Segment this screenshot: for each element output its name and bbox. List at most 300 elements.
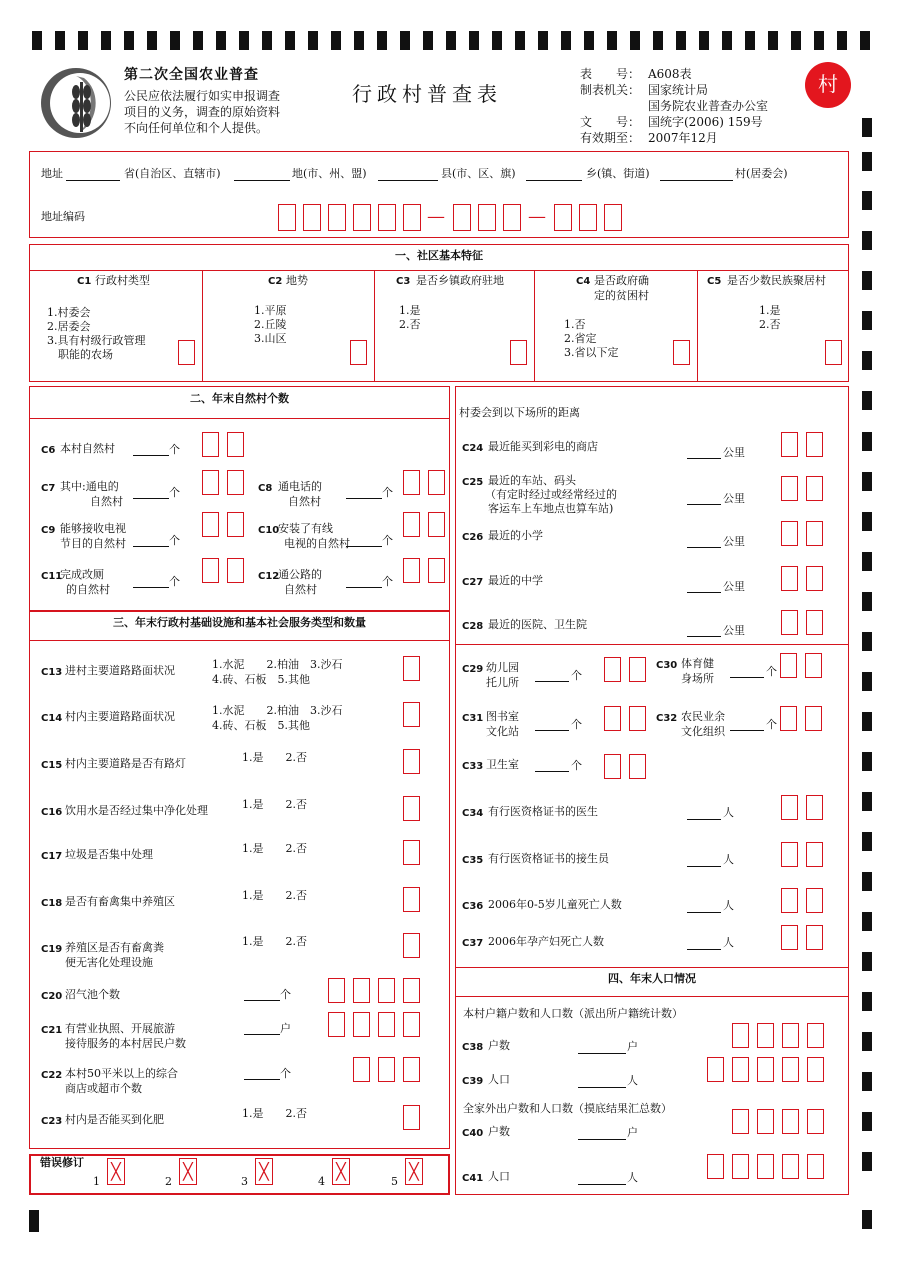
item-label: 2006年孕产妇死亡人数 bbox=[488, 935, 604, 948]
fill-line bbox=[244, 1034, 280, 1035]
unit: 人 bbox=[723, 806, 734, 819]
fill-line bbox=[133, 587, 169, 588]
notice-line-3: 不向任何单位和个人提供。 bbox=[124, 121, 269, 135]
count-cell[interactable] bbox=[378, 1057, 395, 1082]
unit: 个 bbox=[280, 1067, 291, 1080]
count-cell[interactable] bbox=[353, 1012, 370, 1037]
col-title: 行政村类型 bbox=[95, 274, 150, 287]
item-label: 户数 bbox=[488, 1039, 510, 1052]
count-cell[interactable] bbox=[732, 1023, 749, 1048]
unit: 户 bbox=[627, 1040, 638, 1053]
answer-box[interactable] bbox=[403, 749, 420, 774]
timing-mark bbox=[584, 31, 594, 50]
count-cell[interactable] bbox=[707, 1154, 724, 1179]
column-divider bbox=[374, 270, 375, 382]
item-label-2: 商店或超市个数 bbox=[65, 1082, 142, 1095]
errata-num: 4 bbox=[318, 1175, 325, 1188]
count-cell[interactable] bbox=[781, 610, 798, 635]
count-cell[interactable] bbox=[782, 1109, 799, 1134]
item-label: 农民业余 bbox=[681, 710, 725, 723]
col-title: 是否乡镇政府驻地 bbox=[416, 274, 504, 287]
errata-num: 1 bbox=[93, 1175, 100, 1188]
fill-line bbox=[346, 498, 382, 499]
timing-mark bbox=[676, 31, 686, 50]
count-cell[interactable] bbox=[403, 1057, 420, 1082]
option-text: 2.居委会 bbox=[47, 320, 91, 333]
count-cell[interactable] bbox=[227, 432, 244, 457]
count-cell[interactable] bbox=[403, 512, 420, 537]
errata-mark-box[interactable]: ╳ bbox=[179, 1158, 197, 1185]
item-label: 2006年0-5岁儿童死亡人数 bbox=[488, 898, 622, 911]
item-label: 饮用水是否经过集中净化处理 bbox=[65, 804, 208, 817]
fill-line bbox=[687, 547, 721, 548]
count-cell[interactable] bbox=[428, 470, 445, 495]
timing-mark bbox=[653, 31, 663, 50]
col-title-2: 定的贫困村 bbox=[594, 289, 649, 302]
section1-box bbox=[29, 244, 849, 382]
section3-title: 三、年末行政村基础设施和基本社会服务类型和数量 bbox=[113, 616, 366, 629]
item-label: 完成改厕 bbox=[60, 568, 104, 581]
village-badge bbox=[805, 62, 851, 108]
timing-mark bbox=[400, 31, 410, 50]
count-cell[interactable] bbox=[806, 842, 823, 867]
errata-mark-box[interactable]: ╳ bbox=[107, 1158, 125, 1185]
count-cell[interactable] bbox=[202, 558, 219, 583]
timing-mark bbox=[862, 792, 872, 811]
address-code-cell[interactable] bbox=[278, 204, 296, 231]
count-cell[interactable] bbox=[806, 925, 823, 950]
address-code-dash: — bbox=[427, 206, 445, 227]
col-title: 是否少数民族聚居村 bbox=[727, 274, 826, 287]
fill-line bbox=[687, 866, 721, 867]
item-code: C8 bbox=[258, 483, 273, 494]
count-cell[interactable] bbox=[604, 706, 621, 731]
count-cell[interactable] bbox=[781, 476, 798, 501]
answer-box[interactable] bbox=[350, 340, 367, 365]
count-cell[interactable] bbox=[807, 1023, 824, 1048]
address-code-label: 地址编码 bbox=[41, 210, 85, 223]
fill-line bbox=[730, 730, 764, 731]
timing-mark bbox=[862, 351, 872, 370]
unit: 公里 bbox=[723, 492, 745, 505]
timing-mark bbox=[561, 31, 571, 50]
count-cell[interactable] bbox=[732, 1057, 749, 1082]
count-cell[interactable] bbox=[781, 521, 798, 546]
option-text: 1.是 2.否 bbox=[242, 1107, 307, 1120]
timing-mark bbox=[862, 231, 872, 250]
item-label: 是否有畜禽集中养殖区 bbox=[65, 895, 175, 908]
col-code: C5 bbox=[707, 276, 722, 287]
errata-mark-box[interactable]: ╳ bbox=[332, 1158, 350, 1185]
item-label-3: 客运车上车地点也算车站) bbox=[488, 502, 614, 515]
count-cell[interactable] bbox=[202, 432, 219, 457]
timing-mark bbox=[837, 31, 847, 50]
fill-line bbox=[133, 498, 169, 499]
fill-line bbox=[535, 771, 569, 772]
answer-box[interactable] bbox=[178, 340, 195, 365]
errata-mark-box[interactable]: ╳ bbox=[405, 1158, 423, 1185]
item-label: 人口 bbox=[488, 1073, 510, 1086]
option-text: 2.丘陵 bbox=[254, 318, 287, 331]
address-part: 地址 bbox=[41, 167, 63, 180]
fill-line bbox=[133, 455, 169, 456]
timing-mark bbox=[862, 632, 872, 651]
count-cell[interactable] bbox=[202, 470, 219, 495]
item-label: 本村自然村 bbox=[60, 442, 115, 455]
item-code: C7 bbox=[41, 483, 56, 494]
section2-title: 二、年末自然村个数 bbox=[190, 392, 289, 405]
option-text: 1.否 bbox=[564, 318, 586, 331]
unit: 个 bbox=[571, 759, 582, 772]
item-code: C26 bbox=[462, 532, 484, 543]
answer-box[interactable] bbox=[403, 656, 420, 681]
item-label-2: 文化站 bbox=[486, 725, 519, 738]
fill-line bbox=[378, 180, 438, 181]
item-code: C40 bbox=[462, 1128, 484, 1139]
count-cell[interactable] bbox=[757, 1109, 774, 1134]
address-code-cell[interactable] bbox=[303, 204, 321, 231]
count-cell[interactable] bbox=[378, 1012, 395, 1037]
count-cell[interactable] bbox=[403, 1012, 420, 1037]
count-cell[interactable] bbox=[807, 1154, 824, 1179]
answer-box[interactable] bbox=[403, 702, 420, 727]
address-part: 省(自治区、直辖市) bbox=[124, 167, 221, 180]
count-cell[interactable] bbox=[805, 706, 822, 731]
item-code: C16 bbox=[41, 807, 63, 818]
count-cell[interactable] bbox=[807, 1057, 824, 1082]
item-label: 村内主要道路路面状况 bbox=[65, 710, 175, 723]
address-part: 村(居委会) bbox=[735, 167, 788, 180]
count-cell[interactable] bbox=[629, 754, 646, 779]
fill-line bbox=[660, 180, 733, 181]
item-code: C21 bbox=[41, 1025, 63, 1036]
count-cell[interactable] bbox=[781, 566, 798, 591]
col-title: 是否政府确 bbox=[594, 274, 649, 287]
unit: 户 bbox=[627, 1126, 638, 1139]
option-text: 1.是 2.否 bbox=[242, 842, 307, 855]
item-code: C18 bbox=[41, 898, 63, 909]
fill-line bbox=[66, 180, 120, 181]
timing-mark bbox=[32, 31, 42, 50]
address-code-cell[interactable] bbox=[403, 204, 421, 231]
item-code: C33 bbox=[462, 761, 484, 772]
count-cell[interactable] bbox=[604, 754, 621, 779]
timing-mark bbox=[331, 31, 341, 50]
timing-mark bbox=[147, 31, 157, 50]
count-cell[interactable] bbox=[806, 888, 823, 913]
fill-line bbox=[730, 677, 764, 678]
unit: 公里 bbox=[723, 535, 745, 548]
count-cell[interactable] bbox=[806, 795, 823, 820]
fill-line bbox=[687, 592, 721, 593]
count-cell[interactable] bbox=[353, 1057, 370, 1082]
option-text: 4.砖、石板 5.其他 bbox=[212, 673, 310, 686]
item-code: C9 bbox=[41, 525, 56, 536]
count-cell[interactable] bbox=[757, 1154, 774, 1179]
item-label: 其中:通电的 bbox=[60, 480, 119, 493]
errata-num: 2 bbox=[165, 1175, 172, 1188]
col-code: C1 bbox=[77, 276, 92, 287]
item-label: 有行医资格证书的医生 bbox=[488, 805, 598, 818]
timing-mark bbox=[862, 271, 872, 290]
item-label-2: 的自然村 bbox=[66, 583, 110, 596]
timing-mark bbox=[722, 31, 732, 50]
unit: 个 bbox=[382, 486, 393, 499]
count-cell[interactable] bbox=[781, 888, 798, 913]
count-cell[interactable] bbox=[781, 432, 798, 457]
answer-box[interactable] bbox=[403, 1105, 420, 1130]
fill-line bbox=[687, 819, 721, 820]
fill-line bbox=[234, 180, 290, 181]
item-code: C24 bbox=[462, 443, 484, 454]
item-code: C19 bbox=[41, 944, 63, 955]
fill-line bbox=[578, 1087, 626, 1088]
timing-mark bbox=[862, 592, 872, 611]
item-code: C36 bbox=[462, 901, 484, 912]
answer-box[interactable] bbox=[673, 340, 690, 365]
answer-box[interactable] bbox=[510, 340, 527, 365]
notice-line-2: 项目的义务，调查的原始资料 bbox=[124, 105, 281, 119]
item-code: C37 bbox=[462, 938, 484, 949]
timing-mark bbox=[862, 672, 872, 691]
timing-mark bbox=[862, 152, 872, 171]
answer-box[interactable] bbox=[403, 796, 420, 821]
option-text: 2.否 bbox=[759, 318, 781, 331]
option-text: 2.否 bbox=[399, 318, 421, 331]
count-cell[interactable] bbox=[378, 978, 395, 1003]
answer-box[interactable] bbox=[403, 887, 420, 912]
timing-mark bbox=[469, 31, 479, 50]
address-code-cell[interactable] bbox=[453, 204, 471, 231]
unit: 个 bbox=[382, 575, 393, 588]
timing-mark bbox=[630, 31, 640, 50]
item-code: C38 bbox=[462, 1042, 484, 1053]
count-cell[interactable] bbox=[780, 706, 797, 731]
count-cell[interactable] bbox=[806, 476, 823, 501]
timing-mark bbox=[423, 31, 433, 50]
count-cell[interactable] bbox=[707, 1057, 724, 1082]
count-cell[interactable] bbox=[403, 470, 420, 495]
timing-mark bbox=[308, 31, 318, 50]
item-label: 有行医资格证书的接生员 bbox=[488, 852, 609, 865]
timing-mark bbox=[862, 752, 872, 771]
meta-value: 2007年12月 bbox=[648, 131, 718, 145]
count-cell[interactable] bbox=[403, 558, 420, 583]
address-code-cell[interactable] bbox=[378, 204, 396, 231]
item-code: C22 bbox=[41, 1070, 63, 1081]
item-label: 最近的车站、码头 bbox=[488, 474, 576, 487]
count-cell[interactable] bbox=[757, 1057, 774, 1082]
unit: 人 bbox=[723, 853, 734, 866]
column-divider bbox=[202, 270, 203, 382]
option-text: 1.是 2.否 bbox=[242, 751, 307, 764]
item-code: C29 bbox=[462, 664, 484, 675]
logo bbox=[36, 64, 116, 142]
timing-mark bbox=[862, 1032, 872, 1051]
timing-mark bbox=[862, 472, 872, 491]
timing-mark bbox=[377, 31, 387, 50]
address-code-cell[interactable] bbox=[604, 204, 622, 231]
count-cell[interactable] bbox=[805, 653, 822, 678]
count-cell[interactable] bbox=[629, 657, 646, 682]
item-code: C35 bbox=[462, 855, 484, 866]
fill-line bbox=[346, 587, 382, 588]
item-code: C17 bbox=[41, 851, 63, 862]
address-code-cell[interactable] bbox=[353, 204, 371, 231]
option-text: 1.村委会 bbox=[47, 306, 91, 319]
count-cell[interactable] bbox=[806, 566, 823, 591]
count-cell[interactable] bbox=[202, 512, 219, 537]
address-part: 地(市、州、盟) bbox=[292, 167, 367, 180]
timing-mark bbox=[862, 992, 872, 1011]
count-cell[interactable] bbox=[782, 1154, 799, 1179]
timing-mark bbox=[860, 31, 870, 50]
count-cell[interactable] bbox=[807, 1109, 824, 1134]
errata-mark-box[interactable]: ╳ bbox=[255, 1158, 273, 1185]
timing-mark bbox=[239, 31, 249, 50]
fill-line bbox=[578, 1053, 626, 1054]
timing-mark bbox=[745, 31, 755, 50]
fill-line bbox=[244, 1000, 280, 1001]
item-label: 卫生室 bbox=[486, 758, 519, 771]
item-label: 体育健 bbox=[681, 657, 714, 670]
count-cell[interactable] bbox=[629, 706, 646, 731]
item-code: C13 bbox=[41, 667, 63, 678]
unit: 公里 bbox=[723, 446, 745, 459]
unit: 个 bbox=[169, 575, 180, 588]
address-code-cell[interactable] bbox=[478, 204, 496, 231]
timing-mark bbox=[862, 552, 872, 571]
item-label: 幼儿园 bbox=[486, 661, 519, 674]
fill-line bbox=[133, 546, 169, 547]
count-cell[interactable] bbox=[806, 432, 823, 457]
address-code-cell[interactable] bbox=[554, 204, 572, 231]
count-cell[interactable] bbox=[227, 512, 244, 537]
unit: 个 bbox=[280, 988, 291, 1001]
population-sub1: 本村户籍户数和人口数（派出所户籍统计数） bbox=[463, 1007, 683, 1020]
item-code: C41 bbox=[462, 1173, 484, 1184]
count-cell[interactable] bbox=[782, 1057, 799, 1082]
item-label: 村内主要道路是否有路灯 bbox=[65, 757, 186, 770]
meta-label: 有效期至： bbox=[580, 131, 641, 145]
item-code: C14 bbox=[41, 713, 63, 724]
count-cell[interactable] bbox=[782, 1023, 799, 1048]
item-label-2: 便无害化处理设施 bbox=[65, 956, 153, 969]
count-cell[interactable] bbox=[227, 470, 244, 495]
address-code-cell[interactable] bbox=[503, 204, 521, 231]
timing-mark bbox=[862, 1112, 872, 1131]
fill-line bbox=[578, 1184, 626, 1185]
item-code: C25 bbox=[462, 477, 484, 488]
timing-mark bbox=[862, 912, 872, 931]
fill-line bbox=[535, 681, 569, 682]
timing-mark bbox=[862, 1210, 872, 1229]
timing-mark bbox=[768, 31, 778, 50]
item-label-2: 身场所 bbox=[681, 672, 714, 685]
item-code: C11 bbox=[41, 571, 63, 582]
count-cell[interactable] bbox=[428, 512, 445, 537]
timing-mark bbox=[862, 512, 872, 531]
count-cell[interactable] bbox=[732, 1154, 749, 1179]
option-text: 1.是 bbox=[759, 304, 781, 317]
item-label: 能够接收电视 bbox=[60, 522, 126, 535]
fill-line bbox=[526, 180, 582, 181]
answer-box[interactable] bbox=[825, 340, 842, 365]
count-cell[interactable] bbox=[781, 795, 798, 820]
option-text: 4.砖、石板 5.其他 bbox=[212, 719, 310, 732]
count-cell[interactable] bbox=[227, 558, 244, 583]
meta-label: 制表机关： bbox=[580, 83, 641, 97]
item-label: 进村主要道路路面状况 bbox=[65, 664, 175, 677]
item-code: C6 bbox=[41, 445, 56, 456]
timing-mark bbox=[538, 31, 548, 50]
errata-title: 错误修订 bbox=[40, 1156, 84, 1169]
count-cell[interactable] bbox=[781, 842, 798, 867]
fill-line bbox=[578, 1139, 626, 1140]
item-label: 村内是否能买到化肥 bbox=[65, 1113, 164, 1126]
count-cell[interactable] bbox=[604, 657, 621, 682]
timing-mark bbox=[124, 31, 134, 50]
unit: 个 bbox=[169, 486, 180, 499]
section1-title: 一、社区基本特征 bbox=[395, 249, 483, 262]
timing-mark bbox=[699, 31, 709, 50]
count-cell[interactable] bbox=[781, 925, 798, 950]
meta-label: 文 号： bbox=[580, 115, 641, 129]
item-code: C30 bbox=[656, 660, 678, 671]
timing-mark bbox=[285, 31, 295, 50]
address-code-dash: — bbox=[528, 206, 546, 227]
col-code: C4 bbox=[576, 276, 591, 287]
count-cell[interactable] bbox=[428, 558, 445, 583]
timing-mark bbox=[170, 31, 180, 50]
meta-value: 国统字(2006) 159号 bbox=[648, 115, 763, 129]
answer-box[interactable] bbox=[403, 840, 420, 865]
address-code-cell[interactable] bbox=[579, 204, 597, 231]
count-cell[interactable] bbox=[353, 978, 370, 1003]
meta-value: A608表 bbox=[648, 67, 692, 81]
count-cell[interactable] bbox=[806, 610, 823, 635]
address-code-cell[interactable] bbox=[328, 204, 346, 231]
count-cell[interactable] bbox=[403, 978, 420, 1003]
item-code: C31 bbox=[462, 713, 484, 724]
count-cell[interactable] bbox=[732, 1109, 749, 1134]
timing-mark bbox=[862, 118, 872, 137]
item-label: 最近能买到彩电的商店 bbox=[488, 440, 598, 453]
item-label-2: 自然村 bbox=[284, 583, 317, 596]
fill-line bbox=[346, 546, 382, 547]
fill-line bbox=[687, 949, 721, 950]
col-code: C3 bbox=[396, 276, 411, 287]
timing-mark bbox=[862, 432, 872, 451]
option-text: 1.平原 bbox=[254, 304, 287, 317]
answer-box[interactable] bbox=[403, 933, 420, 958]
timing-mark bbox=[262, 31, 272, 50]
count-cell[interactable] bbox=[780, 653, 797, 678]
count-cell[interactable] bbox=[757, 1023, 774, 1048]
count-cell[interactable] bbox=[328, 978, 345, 1003]
timing-mark bbox=[791, 31, 801, 50]
item-label: 垃圾是否集中处理 bbox=[65, 848, 153, 861]
option-text: 3.山区 bbox=[254, 332, 287, 345]
count-cell[interactable] bbox=[328, 1012, 345, 1037]
item-label-2: 节目的自然村 bbox=[60, 537, 126, 550]
item-label: 最近的小学 bbox=[488, 529, 543, 542]
count-cell[interactable] bbox=[806, 521, 823, 546]
item-label-2: 接待服务的本村居民户数 bbox=[65, 1037, 186, 1050]
item-label-2: 自然村 bbox=[90, 495, 123, 508]
timing-mark bbox=[492, 31, 502, 50]
fill-line bbox=[535, 730, 569, 731]
